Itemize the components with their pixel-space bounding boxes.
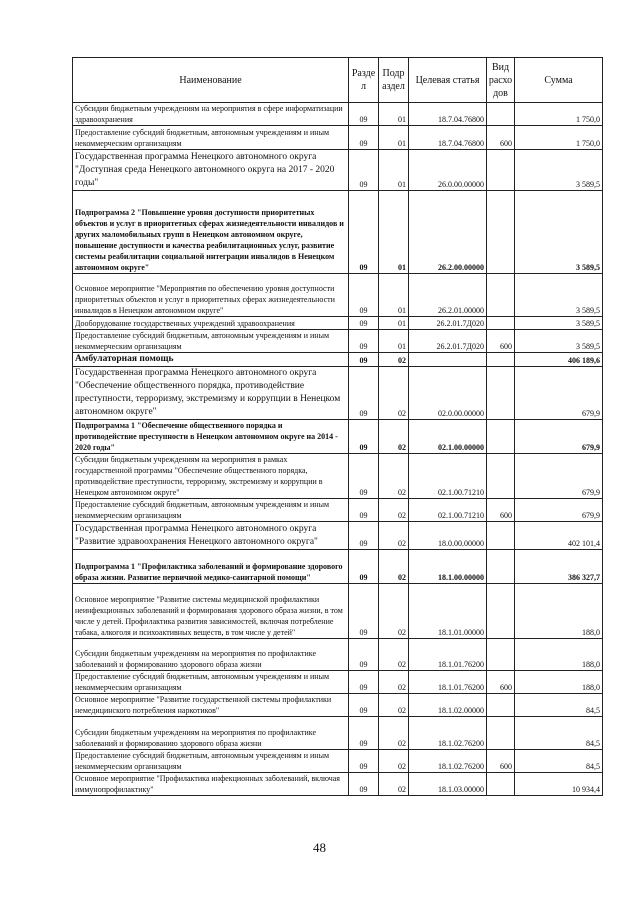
row-razdel: 09 — [349, 103, 379, 126]
row-podrazdel: 02 — [379, 454, 409, 499]
row-summa: 1 750,0 — [515, 103, 603, 126]
row-name: Амбулаторная помощь — [73, 353, 349, 367]
row-podrazdel: 02 — [379, 717, 409, 750]
row-podrazdel: 02 — [379, 750, 409, 773]
row-vid — [487, 103, 515, 126]
table-body — [73, 103, 603, 796]
row-vid — [487, 317, 515, 330]
row-podrazdel: 01 — [379, 330, 409, 353]
table-row — [73, 522, 603, 550]
row-razdel: 09 — [349, 773, 379, 796]
table-row — [73, 330, 603, 353]
row-podrazdel: 02 — [379, 522, 409, 550]
table-row — [73, 584, 603, 639]
row-vid — [487, 274, 515, 317]
row-summa: 1 750,0 — [515, 126, 603, 150]
row-summa: 188,0 — [515, 639, 603, 671]
row-razdel: 09 — [349, 499, 379, 522]
row-tselevaya: 26.0.00.00000 — [409, 150, 487, 191]
row-tselevaya: 18.1.00.00000 — [409, 550, 487, 584]
page-number: 48 — [313, 840, 326, 855]
row-tselevaya: 18.1.03.00000 — [409, 773, 487, 796]
row-summa: 679,9 — [515, 499, 603, 522]
row-vid — [487, 150, 515, 191]
row-name: Государственная программа Ненецкого автономного округа "Развитие здравоохранения Ненецкого автономного округа" — [73, 522, 349, 550]
row-summa: 188,0 — [515, 671, 603, 694]
row-tselevaya: 02.1.00.00000 — [409, 420, 487, 454]
row-vid: 600 — [487, 126, 515, 150]
table-header-row — [73, 58, 603, 103]
row-summa: 3 589,5 — [515, 317, 603, 330]
row-name: Предоставление субсидий бюджетным, автономным учреждениям и иным некоммерческим организациям — [73, 499, 349, 522]
row-name: Субсидии бюджетным учреждениям на мероприятия в сфере информатизации здравоохранения — [73, 103, 349, 126]
table-row — [73, 639, 603, 671]
row-vid — [487, 717, 515, 750]
row-summa: 188,0 — [515, 584, 603, 639]
row-razdel: 09 — [349, 639, 379, 671]
header-razdel: Разде л — [349, 58, 379, 103]
row-summa: 84,5 — [515, 694, 603, 717]
row-summa: 406 189,6 — [515, 353, 603, 367]
row-name: Субсидии бюджетным учреждениям на мероприятия по профилактике заболеваний и формированию здорового образа жизни — [73, 717, 349, 750]
table-row — [73, 420, 603, 454]
row-vid: 600 — [487, 499, 515, 522]
table-row — [73, 499, 603, 522]
table-row — [73, 550, 603, 584]
header-vid: Вид расхо дов — [487, 58, 515, 103]
row-podrazdel: 02 — [379, 499, 409, 522]
row-podrazdel: 01 — [379, 126, 409, 150]
row-summa: 402 101,4 — [515, 522, 603, 550]
row-summa: 679,9 — [515, 454, 603, 499]
row-name: Подпрограмма 1 "Обеспечение общественного порядка и противодействие преступности в Ненецком автономном округе на 2014 - 2020 годы" — [73, 420, 349, 454]
row-tselevaya: 18.1.02.76200 — [409, 750, 487, 773]
header-tselevaya: Целевая статья — [409, 58, 487, 103]
row-name: Предоставление субсидий бюджетным, автономным учреждениям и иным некоммерческим организациям — [73, 330, 349, 353]
budget-table — [72, 57, 603, 796]
row-name: Субсидии бюджетным учреждениям на мероприятия по профилактике заболеваний и формированию здорового образа жизни — [73, 639, 349, 671]
row-name: Основное мероприятие "Мероприятия по обеспечению уровня доступности приоритетных объектов и услуг в приоритетных сферах жизнедеятельности инвалидов в Ненецком автономном округе" — [73, 274, 349, 317]
row-razdel: 09 — [349, 317, 379, 330]
row-tselevaya: 26.2.00.00000 — [409, 191, 487, 274]
table-row — [73, 694, 603, 717]
row-tselevaya: 26.2.01.7Д020 — [409, 330, 487, 353]
row-podrazdel: 02 — [379, 367, 409, 420]
row-tselevaya: 18.1.02.76200 — [409, 717, 487, 750]
row-vid — [487, 454, 515, 499]
row-name: Основное мероприятие "Профилактика инфекционных заболеваний, включая иммунопрофилактику" — [73, 773, 349, 796]
row-name: Дооборудование государственных учреждений здравоохранения — [73, 317, 349, 330]
row-vid — [487, 584, 515, 639]
row-tselevaya: 18.7.04.76800 — [409, 103, 487, 126]
row-vid — [487, 773, 515, 796]
row-summa: 679,9 — [515, 367, 603, 420]
row-name: Предоставление субсидий бюджетным, автономным учреждениям и иным некоммерческим организациям — [73, 126, 349, 150]
table-row — [73, 191, 603, 274]
row-tselevaya: 18.1.01.76200 — [409, 639, 487, 671]
row-tselevaya: 18.1.01.76200 — [409, 671, 487, 694]
row-vid: 600 — [487, 671, 515, 694]
row-podrazdel: 02 — [379, 353, 409, 367]
row-podrazdel: 02 — [379, 694, 409, 717]
row-vid — [487, 191, 515, 274]
row-razdel: 09 — [349, 126, 379, 150]
row-vid: 600 — [487, 330, 515, 353]
row-vid — [487, 639, 515, 671]
row-tselevaya: 18.1.02.00000 — [409, 694, 487, 717]
row-summa: 3 589,5 — [515, 330, 603, 353]
row-razdel: 09 — [349, 330, 379, 353]
row-razdel: 09 — [349, 191, 379, 274]
row-razdel: 09 — [349, 353, 379, 367]
header-summa: Сумма — [515, 58, 603, 103]
header-name: Наименование — [73, 58, 349, 103]
table-row — [73, 150, 603, 191]
row-razdel: 09 — [349, 550, 379, 584]
row-summa: 84,5 — [515, 750, 603, 773]
row-podrazdel: 02 — [379, 773, 409, 796]
table-row — [73, 367, 603, 420]
row-tselevaya: 26.2.01.00000 — [409, 274, 487, 317]
row-tselevaya: 02.0.00.00000 — [409, 367, 487, 420]
header-podrazdel: Подр аздел — [379, 58, 409, 103]
row-name: Государственная программа Ненецкого автономного округа "Доступная среда Ненецкого автономного округа на 2017 - 2020 годы" — [73, 150, 349, 191]
row-razdel: 09 — [349, 750, 379, 773]
table-row — [73, 454, 603, 499]
row-name: Подпрограмма 2 "Повышение уровня доступности приоритетных объектов и услуг в приоритетных сферах жизнедеятельности инвалидов и других маломобильных групп в Ненецком автономном округе, повышение доступности и качества реабилитационных услуг, развитие системы реабилитации социальной интеграции инвалидов в Ненецком автономном округе" — [73, 191, 349, 274]
row-razdel: 09 — [349, 454, 379, 499]
row-name: Подпрограмма 1 "Профилактика заболеваний и формирование здорового образа жизни. Развитие первичной медико-санитарной помощи" — [73, 550, 349, 584]
row-summa: 3 589,5 — [515, 150, 603, 191]
row-vid — [487, 353, 515, 367]
row-razdel: 09 — [349, 584, 379, 639]
row-podrazdel: 01 — [379, 317, 409, 330]
row-razdel: 09 — [349, 522, 379, 550]
row-tselevaya — [409, 353, 487, 367]
row-podrazdel: 01 — [379, 191, 409, 274]
row-name: Государственная программа Ненецкого автономного округа "Обеспечение общественного порядка, противодействие преступности, терроризму, экстремизму и коррупции в Ненецком автономном округе" — [73, 367, 349, 420]
row-tselevaya: 18.0.00.00000 — [409, 522, 487, 550]
row-tselevaya: 02.1.00.71210 — [409, 454, 487, 499]
row-razdel: 09 — [349, 420, 379, 454]
row-razdel: 09 — [349, 671, 379, 694]
row-summa: 84,5 — [515, 717, 603, 750]
row-vid — [487, 550, 515, 584]
row-vid — [487, 367, 515, 420]
row-summa: 386 327,7 — [515, 550, 603, 584]
table-row — [73, 750, 603, 773]
row-summa: 3 589,5 — [515, 274, 603, 317]
row-razdel: 09 — [349, 367, 379, 420]
table-row — [73, 274, 603, 317]
row-vid: 600 — [487, 750, 515, 773]
row-razdel: 09 — [349, 694, 379, 717]
row-razdel: 09 — [349, 717, 379, 750]
row-name: Предоставление субсидий бюджетным, автономным учреждениям и иным некоммерческим организациям — [73, 671, 349, 694]
row-tselevaya: 02.1.00.71210 — [409, 499, 487, 522]
table-row — [73, 773, 603, 796]
row-vid — [487, 694, 515, 717]
row-summa: 679,9 — [515, 420, 603, 454]
row-vid — [487, 522, 515, 550]
table-row — [73, 126, 603, 150]
row-razdel: 09 — [349, 150, 379, 191]
table-row — [73, 353, 603, 367]
row-razdel: 09 — [349, 274, 379, 317]
row-name: Предоставление субсидий бюджетным, автономным учреждениям и иным некоммерческим организациям — [73, 750, 349, 773]
row-tselevaya: 26.2.01.7Д020 — [409, 317, 487, 330]
row-tselevaya: 18.7.04.76800 — [409, 126, 487, 150]
row-podrazdel: 01 — [379, 274, 409, 317]
row-tselevaya: 18.1.01.00000 — [409, 584, 487, 639]
table-row — [73, 717, 603, 750]
table-row — [73, 317, 603, 330]
row-podrazdel: 01 — [379, 150, 409, 191]
row-vid — [487, 420, 515, 454]
row-summa: 3 589,5 — [515, 191, 603, 274]
row-podrazdel: 02 — [379, 671, 409, 694]
row-name: Субсидии бюджетным учреждениям на мероприятия в рамках государственной программы "Обеспечение общественного порядка, противодействие преступности, терроризму, экстремизму и коррупции в Ненецком автономном округе" — [73, 454, 349, 499]
table-row — [73, 103, 603, 126]
row-name: Основное мероприятие "Развитие системы медицинской профилактики неинфекционных заболеваний и формирования здорового образа жизни, в том числе у детей. Профилактика развития зависимостей, включая потребление табака, алкоголя и психоактивных веществ, в том числе у детей" — [73, 584, 349, 639]
row-name: Основное мероприятие "Развитие государственной системы профилактики немедицинского потребления наркотиков" — [73, 694, 349, 717]
table-row — [73, 671, 603, 694]
row-podrazdel: 02 — [379, 550, 409, 584]
row-summa: 10 934,4 — [515, 773, 603, 796]
row-podrazdel: 02 — [379, 420, 409, 454]
row-podrazdel: 02 — [379, 584, 409, 639]
row-podrazdel: 02 — [379, 639, 409, 671]
row-podrazdel: 01 — [379, 103, 409, 126]
